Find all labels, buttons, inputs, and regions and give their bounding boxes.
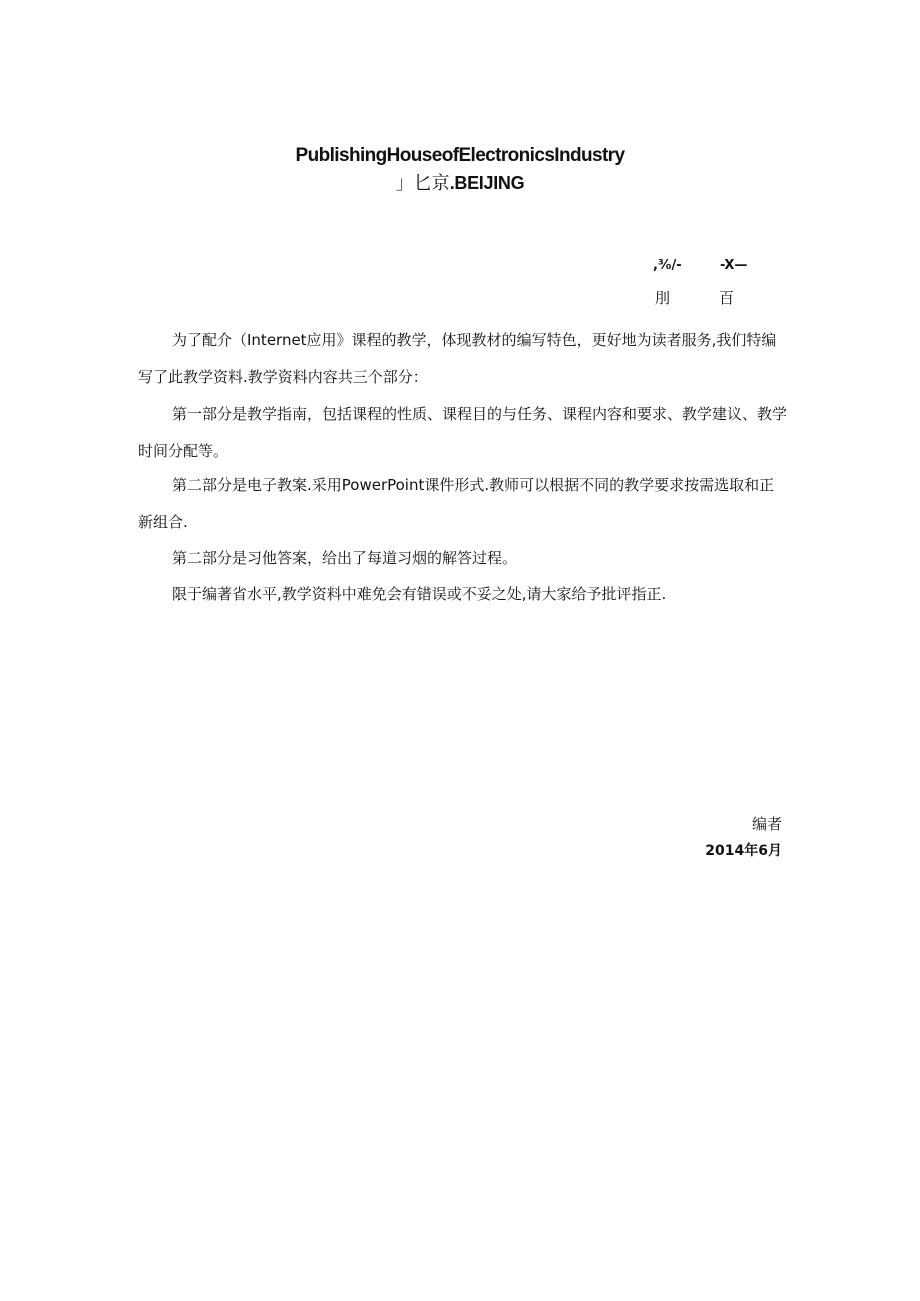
heading-char-right: 百 xyxy=(719,289,735,307)
heading-garble-top-right: -X— xyxy=(720,258,748,273)
publisher-city-english: .BEIJING xyxy=(449,173,525,193)
paragraph-part-two: 第二部分是电子教案.采用PowerPoint课件形式.教师可以根据不同的教学要求按需选取和正新组合. xyxy=(138,476,775,531)
heading-char-left: 刖 xyxy=(655,289,671,307)
closing-editor: 编者 xyxy=(751,815,782,833)
paragraph-part-one: 第一部分是教学指南，包括课程的性质、课程目的与任务、课程内容和要求、教学建议、教学时间分配等。 xyxy=(138,405,788,460)
publisher-city-chinese: 」匕京 xyxy=(395,173,450,194)
heading-garble-top-left: ,³⁄₀/- xyxy=(653,258,682,273)
publisher-city xyxy=(0,172,920,195)
paragraph-part-three: 第二部分是习他答案，给出了每道习烟的解答过程。 xyxy=(172,549,518,567)
paragraph-intro: 为了配介（Internet应用》课程的教学，体现教材的编写特色，更好地为读者服务,我们特编写了此教学资料.教学资料内容共三个部分： xyxy=(138,331,777,386)
closing-date: 2014年6月 xyxy=(705,843,782,859)
paragraph-disclaimer: 限于编著省水平,教学资料中难免会有错误或不妥之处,请大家给予批评指正. xyxy=(172,585,667,603)
publisher-name-english: PublishingHouseofElectronicsIndustry xyxy=(295,145,625,166)
